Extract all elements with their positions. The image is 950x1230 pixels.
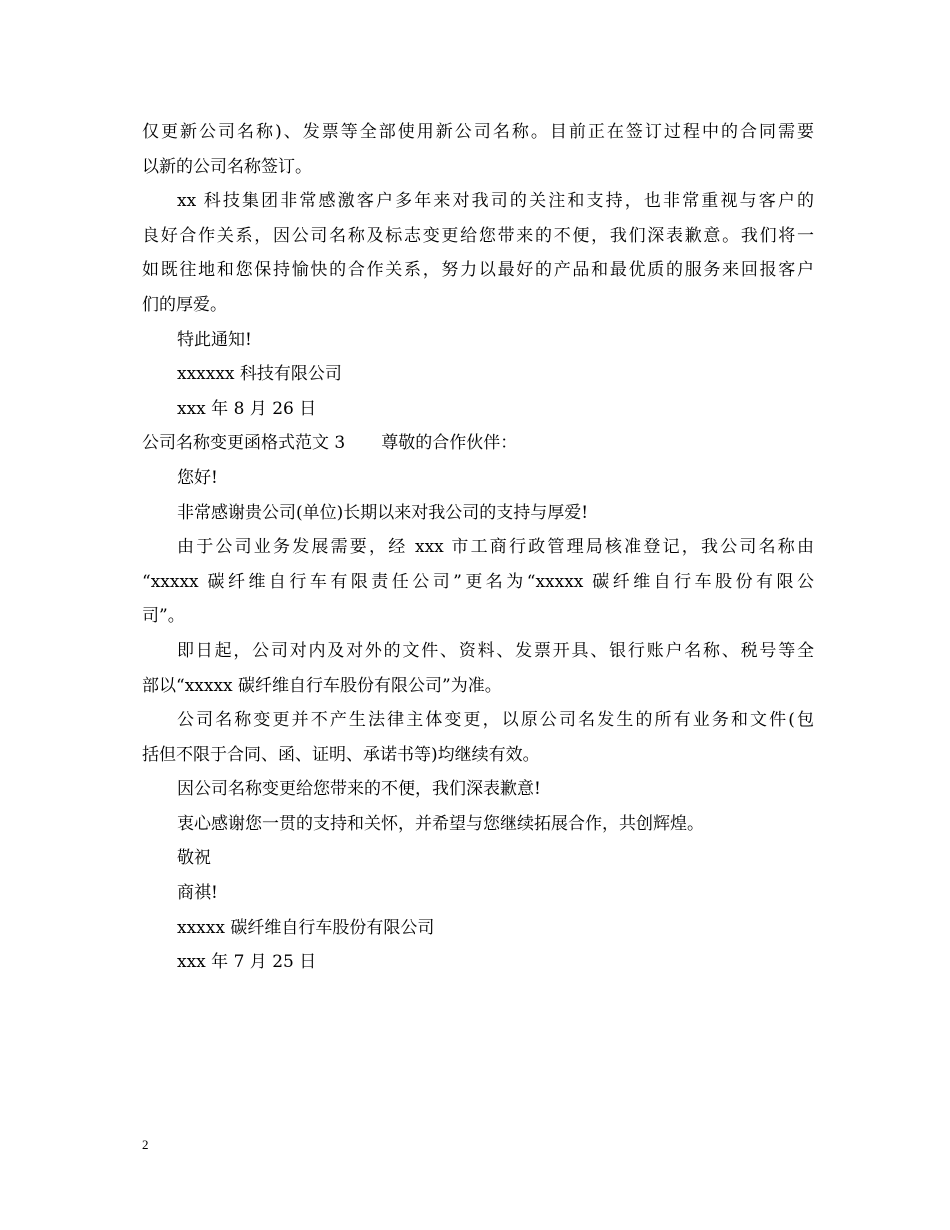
greeting: 您好! <box>177 467 218 488</box>
paragraph-line: 公司名称变更并不产生法律主体变更，以原公司名发生的所有业务和文件(包 <box>177 710 814 731</box>
signature-date: xxx 年 7 月 25 日 <box>177 952 317 973</box>
paragraph-line: 仅更新公司名称)、发票等全部使用新公司名称。目前正在签订过程中的合同需要 <box>142 122 814 142</box>
paragraph-line: 因公司名称变更给您带来的不便，我们深表歉意! <box>177 779 541 800</box>
paragraph-line: “xxxxx 碳纤维自行车有限责任公司”更名为“xxxxx 碳纤维自行车股份有限公 <box>142 571 814 592</box>
company-signature: xxxxx 碳纤维自行车股份有限公司 <box>177 917 435 938</box>
paragraph-line: xx 科技集团非常感激客户多年来对我司的关注和支持，也非常重视与客户的 <box>177 191 814 212</box>
page-number: 2 <box>142 1137 149 1152</box>
company-signature: xxxxxx 科技有限公司 <box>177 364 342 385</box>
paragraph-line: 司”。 <box>142 606 185 627</box>
paragraph-line: 们的厚爱。 <box>142 294 227 315</box>
section-heading-line <box>142 426 814 461</box>
paragraph-line: 以新的公司名称签订。 <box>142 156 312 177</box>
paragraph-line: 衷心感谢您一贯的支持和关怀，并希望与您继续拓展合作，共创辉煌。 <box>177 813 704 834</box>
salutation: 尊敬的合作伙伴： <box>381 433 518 454</box>
signature-date: xxx 年 8 月 26 日 <box>177 398 317 419</box>
paragraph-line: 部以“xxxxx 碳纤维自行车股份有限公司”为准。 <box>142 675 502 696</box>
closing-blessing: 商祺! <box>177 883 218 904</box>
paragraph-line: 由于公司业务发展需要，经 xxx 市工商行政管理局核准登记，我公司名称由 <box>177 537 814 558</box>
paragraph-line: 良好合作关系，因公司名称及标志变更给您带来的不便，我们深表歉意。我们将一 <box>142 225 814 246</box>
document-body <box>142 115 814 980</box>
paragraph-line: 如既往地和您保持愉快的合作关系，努力以最好的产品和最优质的服务来回报客户 <box>142 260 814 281</box>
paragraph-line: 括但不限于合同、函、证明、承诺书等)均继续有效。 <box>142 744 540 765</box>
paragraph-line: 即日起，公司对内及对外的文件、资料、发票开具、银行账户名称、税号等全 <box>177 640 814 661</box>
closing-notice: 特此通知! <box>177 329 252 350</box>
closing-wish: 敬祝 <box>177 848 211 869</box>
section-title: 公司名称变更函格式范文 3 <box>142 433 346 454</box>
paragraph-line: 非常感谢贵公司(单位)长期以来对我公司的支持与厚爱! <box>177 502 589 523</box>
